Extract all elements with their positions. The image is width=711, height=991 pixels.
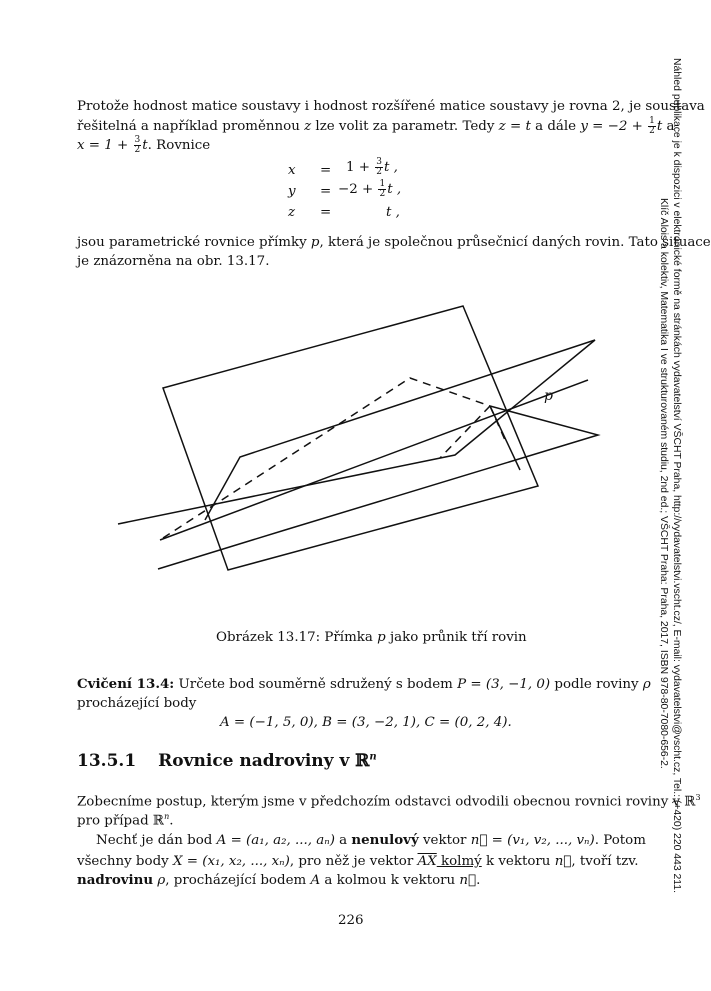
para3-line2: pro případ ℝ$^n$.	[77, 812, 174, 829]
plane-2	[118, 340, 595, 524]
line-p	[160, 380, 588, 540]
eq-z-rhs: t ,	[386, 205, 400, 220]
para1-line3: x = 1 + $\frac{3}{2}$ t. Rovnice	[77, 135, 211, 155]
para2-line1: jsou parametrické rovnice přímky p, která je společnou průsečnicí daných rovin. Tato situace	[77, 235, 711, 250]
section-heading: 13.5.1 Rovnice nadroviny v ℝ$^n$	[77, 751, 377, 771]
para4-line3: nadrovinu ρ, procházející bodem A a kolmou k vektoru n⃗.	[77, 872, 481, 888]
eq-x-sign: =	[320, 163, 332, 178]
para4-line1: Nechť je dán bod A = (a₁, a₂, ..., aₙ) a nenulový vektor n⃗ = (v₁, v₂, ..., vₙ). Potom	[96, 832, 646, 848]
para1-line2: řešitelná a například proměnnou z lze volit za parametr. Tedy z = t a dále y = −2 + $\frac{1}{2}$ t a	[77, 116, 675, 136]
vector-ax: $\overline{AX}$	[417, 854, 437, 869]
figure-caption: Obrázek 13.17: Přímka p jako průnik tří rovin	[216, 630, 527, 645]
fraction-three-halves: $\frac{3}{2}$	[134, 135, 141, 155]
sidebar-line-2: Náhled publikace je k dispozici v elektronické formě na stránkách vydavatelství VŠCHT Praha, http://vydavatelstvi.vscht.cz/, E-mail: vydavatelstvi@vscht.cz, Tel.: (+420) 220 443 211.	[671, 58, 682, 893]
page-number: 226	[338, 913, 364, 928]
exercise-points: A = (−1, 5, 0), B = (3, −2, 1), C = (0, 2, 4).	[220, 715, 512, 730]
eq-z-sign: =	[320, 205, 332, 220]
para3-line1: Zobecníme postup, kterým jsme v předchozím odstavci odvodili obecnou rovnici roviny v ℝ$^3$	[77, 793, 701, 810]
plane-1	[163, 306, 538, 570]
exercise-line1: Cvičení 13.4: Určete bod souměrně sdružený s bodem P = (3, −1, 0) podle roviny ρ	[77, 676, 651, 692]
sidebar-line-1: Klíč Alois a kolektiv, Matematika I ve strukturovaném studiu, 2nd ed.; VŠCHT Praha: Praha, 2017, ISBN 978-80-7080-656-2.	[658, 198, 669, 769]
ray-right	[490, 406, 520, 470]
eq-y-rhs: −2 + $\frac{1}{2}$ t ,	[338, 179, 402, 199]
kolmy-underlined: kolmý	[436, 854, 482, 869]
eq-x-rhs: 1 + $\frac{3}{2}$ t ,	[346, 157, 398, 177]
para2-line2: je znázorněna na obr. 13.17.	[77, 254, 270, 269]
para1-line1: Protože hodnost matice soustavy i hodnost rozšířené matice soustavy je rovna 2, je soustava	[77, 99, 705, 114]
publisher-sidebar	[656, 58, 682, 918]
line-p-label: p	[544, 388, 553, 404]
eq-z-lhs: z	[288, 205, 296, 220]
eq-x-lhs: x	[288, 163, 296, 178]
eq-y-sign: =	[320, 184, 332, 199]
eq-y-lhs: y	[288, 184, 296, 199]
exercise-line2: procházející body	[77, 696, 197, 711]
fraction-half: $\frac{1}{2}$	[649, 116, 655, 136]
para4-line2: všechny body X = (x₁, x₂, ..., xₙ), pro něž je vektor $\overline{AX}$ kolmý k vektoru n⃗, tvoří tzv.	[77, 854, 639, 869]
